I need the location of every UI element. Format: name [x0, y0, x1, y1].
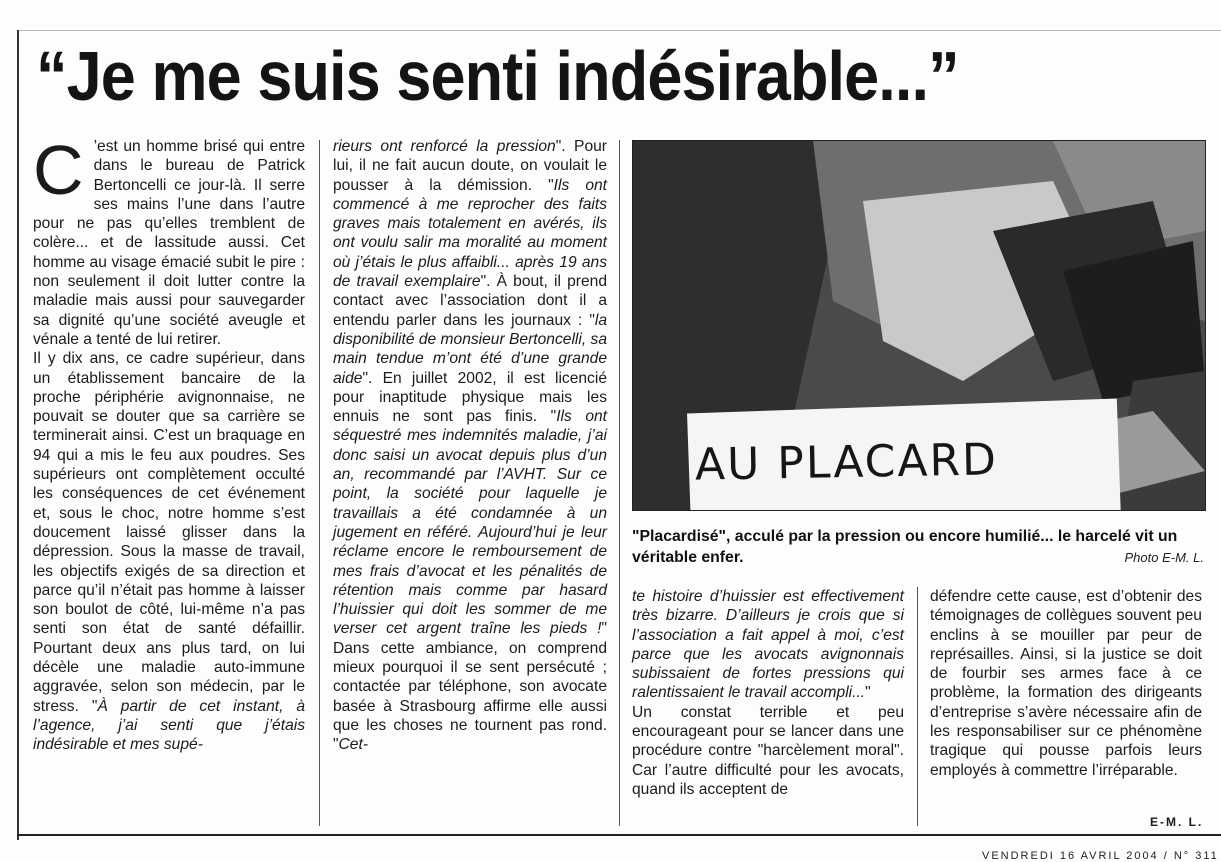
- article-column-4: [930, 587, 1202, 780]
- article-column-3: [632, 587, 904, 799]
- paragraph-text: ". Pour lui, il ne fait aucun doute, on voulait le pousser à la démission. ": [333, 138, 607, 194]
- quote-text: À partir de cet instant, à l’agence, j’ai senti que j’étais indésirable et mes supé-: [33, 697, 305, 754]
- paragraph: ’est un homme brisé qui entre dans le bureau de Patrick Bertoncelli ce jour-là. Il serre ses mains l’une dans l’autre pour ne pas qu’elles tremblent de colère... et de lassitude aussi. Cet homme au visage émacié subit le pire : non seulement il doit lutter contre la maladie mais aussi pour sauvegarder sa dignité qu’une société aveugle et vénale a tenté de lui retirer.: [33, 138, 305, 348]
- quote-text: Ils ont séquestré mes indemnités maladie, j’ai donc saisi un avocat depuis plus d’un an, recommandé par l’AVHT. Sur ce point, la société pour laquelle je travaillais a été condamnée à un jugement en référé. Aujourd’hui je leur réclame encore le remboursement de mes frais d’avocat et les pénalités de rétention mais comme par hasard l’huissier qui doit les sommer de me verser cet argent traîne les pieds !: [333, 408, 607, 638]
- column-separator: [619, 140, 620, 826]
- article-photo: [632, 140, 1206, 511]
- paragraph: défendre cette cause, est d’obtenir des témoignages de collègues souvent peu enclins à se mouiller par peur de représailles. Ainsi, si la justice se doit de fourbir ses armes face à ce problème, la formation des dirigeants d’entreprise s’avère nécessaire afin de les responsabiliser sur ce phénomène tragique qui pousse parfois leurs employés à commettre l’irréparable.: [930, 588, 1202, 779]
- bottom-rule: [17, 834, 1221, 836]
- column-separator: [319, 140, 320, 826]
- quote-text: la disponibilité de monsieur Bertoncelli, sa main tendue m’ont été d’une grande aide: [333, 311, 607, 387]
- left-margin-rule: [17, 30, 19, 840]
- paragraph: [33, 349, 305, 754]
- paragraph-text: ". À bout, il prend contact avec l’association dont il a entendu parler dans les journaux : ": [333, 273, 607, 329]
- author-signature: E-M. L.: [1150, 815, 1204, 829]
- article-column-2: [333, 137, 607, 755]
- paragraph-text: ": [865, 684, 871, 702]
- paragraph: [632, 587, 904, 703]
- paragraph-text: Il y dix ans, ce cadre supérieur, dans un établissement bancaire de la proche périphérie avignonnaise, ne pouvait se douter que sa carrière se terminerait ainsi. C’est un braquage en 94 qui a mis le feu aux poudres. Ses supérieurs ont complètement occulté les conséquences de cet événement et, sous le choc, notre homme s’est doucement laissé glisser dans la dépression. Sous la masse de travail, les objectifs exigés de sa direction et parce qu’il n’était pas homme à laisser son boulot de côté, lui-même n’a pas senti son état de santé défaillir. Pourtant deux ans plus tard, on lui décèle une maladie auto-immune aggravée, selon son médecin, par le stress. ": [33, 350, 305, 715]
- paragraph-text: " Dans cette ambiance, on comprend mieux pourquoi il se sent persécuté ; contactée par téléphone, son avocate basée à Strasbourg affirme elle aussi que les choses ne tournent pas rond. ": [333, 620, 607, 754]
- photo-caption: "Placardisé", acculé par la pression ou encore humilié... le harcelé vit un véritable enfer.: [632, 528, 1178, 566]
- page-footer: VENDREDI 16 AVRIL 2004 / N° 311: [982, 850, 1219, 862]
- paragraph: [333, 137, 607, 755]
- placard-sign-text: AU PLACARD: [694, 434, 999, 491]
- paragraph-text: ". En juillet 2002, il est licencié pour inaptitude physique mais les ennuis ne sont pas finis. ": [333, 369, 607, 426]
- paragraph: Un constat terrible et peu encourageant pour se lancer dans une procédure contre "harcèlement moral". Car l’autre difficulté pour les avocats, quand ils acceptent de: [632, 703, 904, 798]
- quote-text: Cet-: [338, 736, 369, 754]
- article-column-1: [33, 131, 305, 755]
- column-separator: [917, 587, 918, 826]
- drop-cap: C: [33, 131, 84, 209]
- quote-text: Ils ont commencé à me reprocher des faits graves mais totalement en avérés, ils ont voulu salir ma moralité au moment où j’étais le plus affaibli... après 19 ans de travail exemplaire: [333, 176, 608, 291]
- quote-text: rieurs ont renforcé la pression: [333, 138, 556, 155]
- quote-text: te histoire d’huissier est effectivement très bizarre. D’ailleurs je crois que si l’association a fait appel à moi, c’est parce que les avocats avignonnais subissaient de fortes pressions qui ralentissaient le travail accompli...: [632, 588, 904, 702]
- headline: “Je me suis senti indésirable...”: [36, 37, 959, 115]
- photo-credit: Photo E-M. L.: [1124, 550, 1204, 565]
